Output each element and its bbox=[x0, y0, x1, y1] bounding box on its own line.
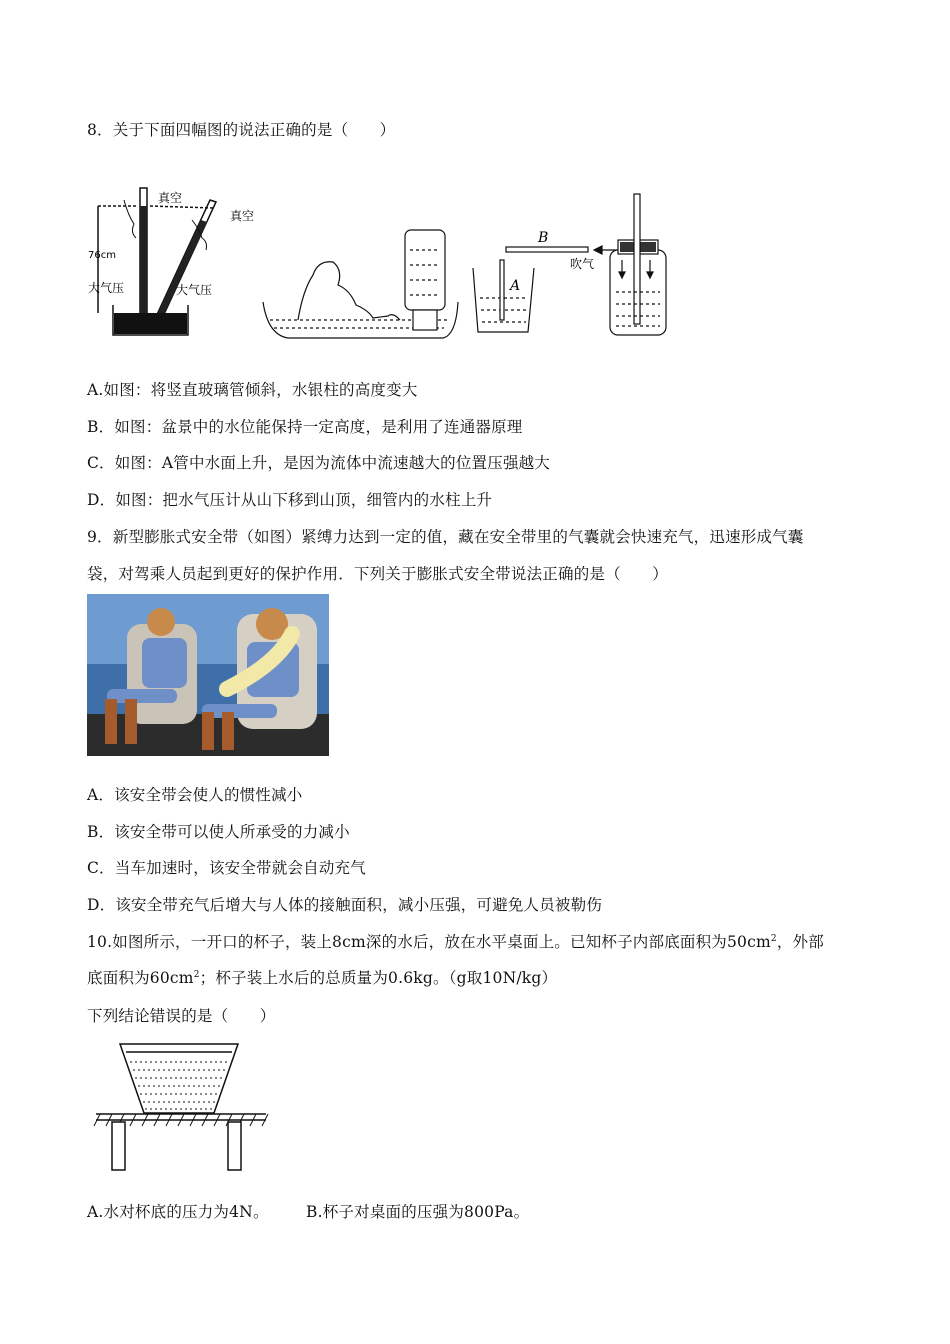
torricelli-figure bbox=[98, 188, 216, 335]
label-vacuum-2: 真空 bbox=[230, 209, 255, 223]
cup-on-table-figure bbox=[92, 1040, 272, 1175]
label-tube-a: A bbox=[510, 278, 521, 294]
q9-option-c: C．当车加速时，该安全带就会自动充气 bbox=[87, 859, 366, 877]
label-vacuum-1: 真空 bbox=[158, 191, 183, 205]
label-height: 76cm bbox=[88, 250, 116, 261]
label-atm-1: 大气压 bbox=[88, 281, 125, 295]
q10-line-2: 底面积为$60cm^2$；杯子装上水后的总质量为0.6kg。（g取10N/kg） bbox=[87, 969, 558, 987]
bonsai-figure bbox=[263, 230, 458, 338]
q9-option-b: B．该安全带可以使人所承受的力减小 bbox=[87, 823, 350, 841]
q10-option-b: B.杯子对桌面的压强为800Pa。 bbox=[306, 1203, 530, 1221]
label-tube-b: B bbox=[538, 230, 549, 246]
q8-figures bbox=[88, 180, 688, 350]
q8-option-b: B．如图：盆景中的水位能保持一定高度，是利用了连通器原理 bbox=[87, 418, 523, 436]
q8-option-a: A.如图：将竖直玻璃管倾斜，水银柱的高度变大 bbox=[87, 381, 418, 399]
q9-stem-line-1: 9．新型膨胀式安全带（如图）紧缚力达到一定的值，藏在安全带里的气囊就会快速充气，迅速形成气囊 bbox=[87, 528, 804, 546]
label-blow: 吹气 bbox=[570, 257, 595, 271]
q8-stem: 8．关于下面四幅图的说法正确的是（ ） bbox=[87, 121, 396, 139]
q10-line-3: 下列结论错误的是（ ） bbox=[87, 1007, 276, 1025]
q10-line-1: 10.如图所示，一开口的杯子，装上8cm深的水后，放在水平桌面上。已知杯子内部底面积为$50cm^2$，外部 bbox=[87, 933, 824, 951]
q9-option-a: A．该安全带会使人的惯性减小 bbox=[87, 786, 303, 804]
q10-option-a: A.水对杯底的压力为4N。 bbox=[87, 1203, 269, 1221]
q8-option-c: C．如图：A管中水面上升，是因为流体中流速越大的位置压强越大 bbox=[87, 454, 551, 472]
q9-option-d: D．该安全带充气后增大与人体的接触面积，减小压强，可避免人员被勒伤 bbox=[87, 896, 603, 914]
seatbelt-photo bbox=[87, 594, 329, 756]
q9-stem-line-2: 袋，对驾乘人员起到更好的保护作用．下列关于膨胀式安全带说法正确的是（ ） bbox=[87, 565, 668, 583]
q8-option-d: D．如图：把水气压计从山下移到山顶，细管内的水柱上升 bbox=[87, 491, 493, 509]
label-atm-2: 大气压 bbox=[176, 283, 213, 297]
beaker-figure bbox=[473, 246, 628, 332]
barometer-figure bbox=[610, 194, 666, 335]
